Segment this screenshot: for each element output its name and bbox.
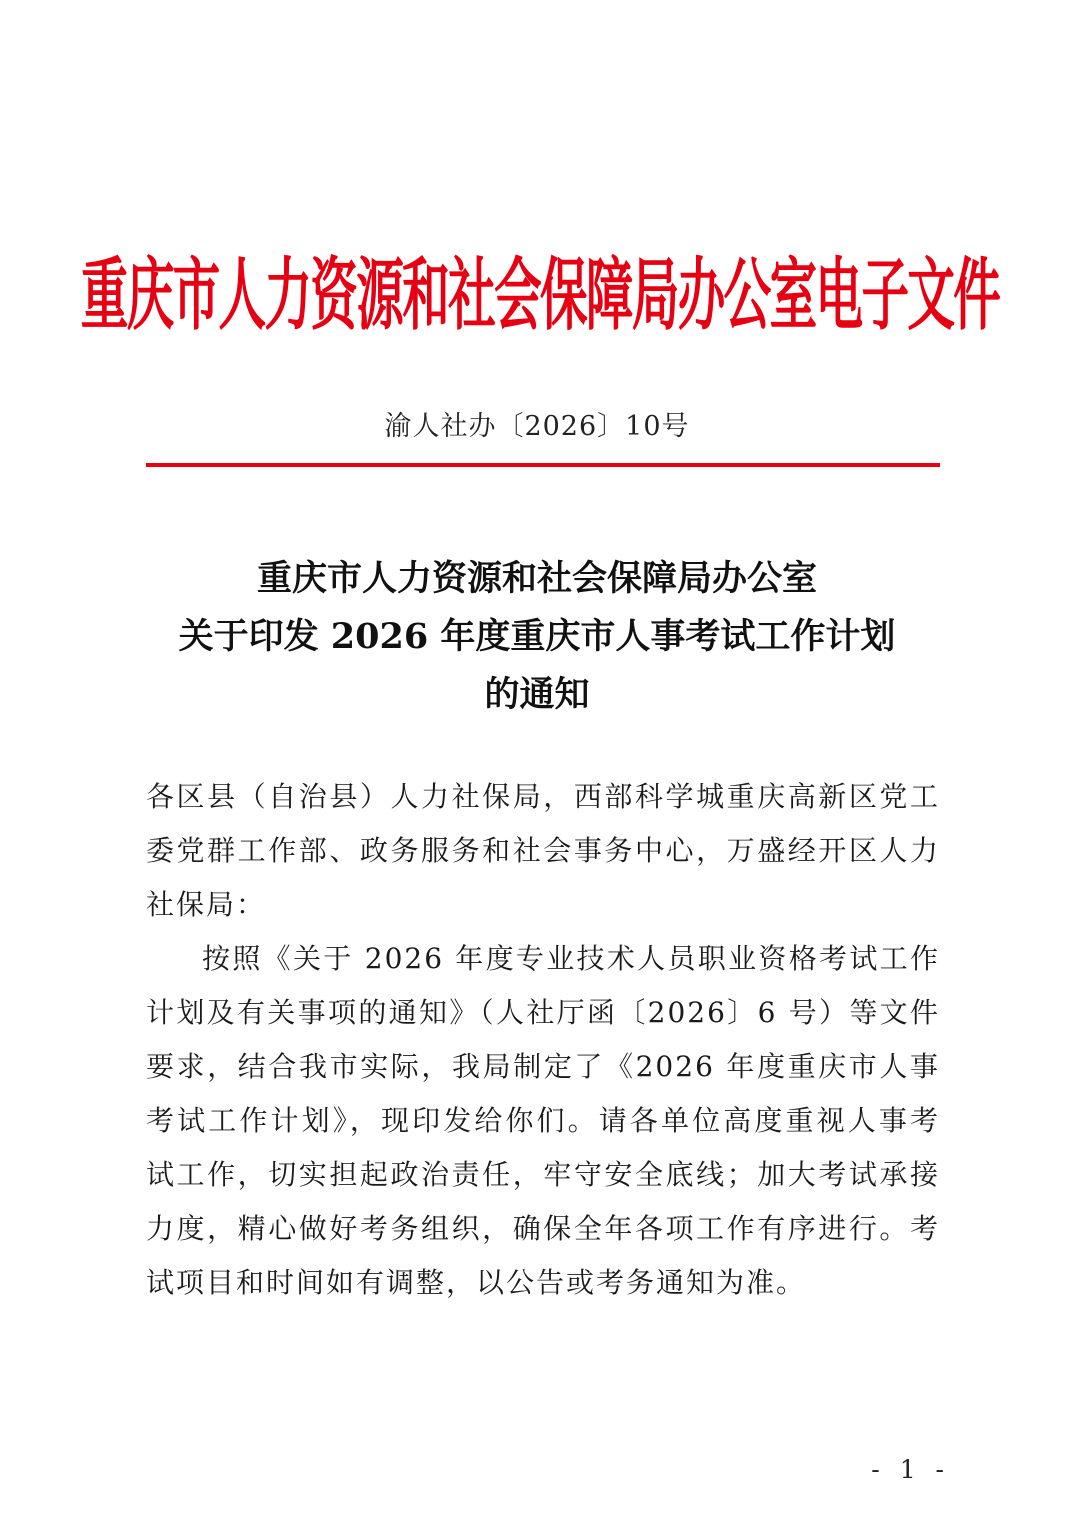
body-paragraph-1: 按照《关于 2026 年度专业技术人员职业资格考试工作计划及有关事项的通知》（人社厅函〔2026〕6 号）等文件要求，结合我市实际，我局制定了《2026 年度重庆市人事考试工作计划》，现印发给你们。请各单位高度重视人事考试工作，切实担起政治责任，牢守安全底线；加大考试承接力度，精心做好考务组织，确保全年各项工作有序进行。考试项目和时间如有调整，以公告或考务通知为准。 (146, 942, 940, 1299)
title-line-3: 的通知 (484, 674, 590, 715)
masthead-title: 重庆市人力资源和社会保障局办公室电子文件 (80, 249, 1000, 341)
page-number: - 1 - (871, 1455, 950, 1484)
recipients: 各区县（自治县）人力社保局，西部科学城重庆高新区党工委党群工作部、政务服务和社会事务中心，万盛经开区人力社保局： (146, 780, 940, 921)
document-number: 渝人社办〔2026〕10号 (384, 411, 690, 442)
title-line-2: 关于印发 2026 年度重庆市人事考试工作计划 (178, 616, 896, 657)
red-divider (146, 463, 940, 467)
document-body (146, 770, 940, 1310)
masthead (80, 240, 1000, 350)
title-line-1: 重庆市人力资源和社会保障局办公室 (256, 558, 817, 599)
document-title (100, 550, 974, 724)
